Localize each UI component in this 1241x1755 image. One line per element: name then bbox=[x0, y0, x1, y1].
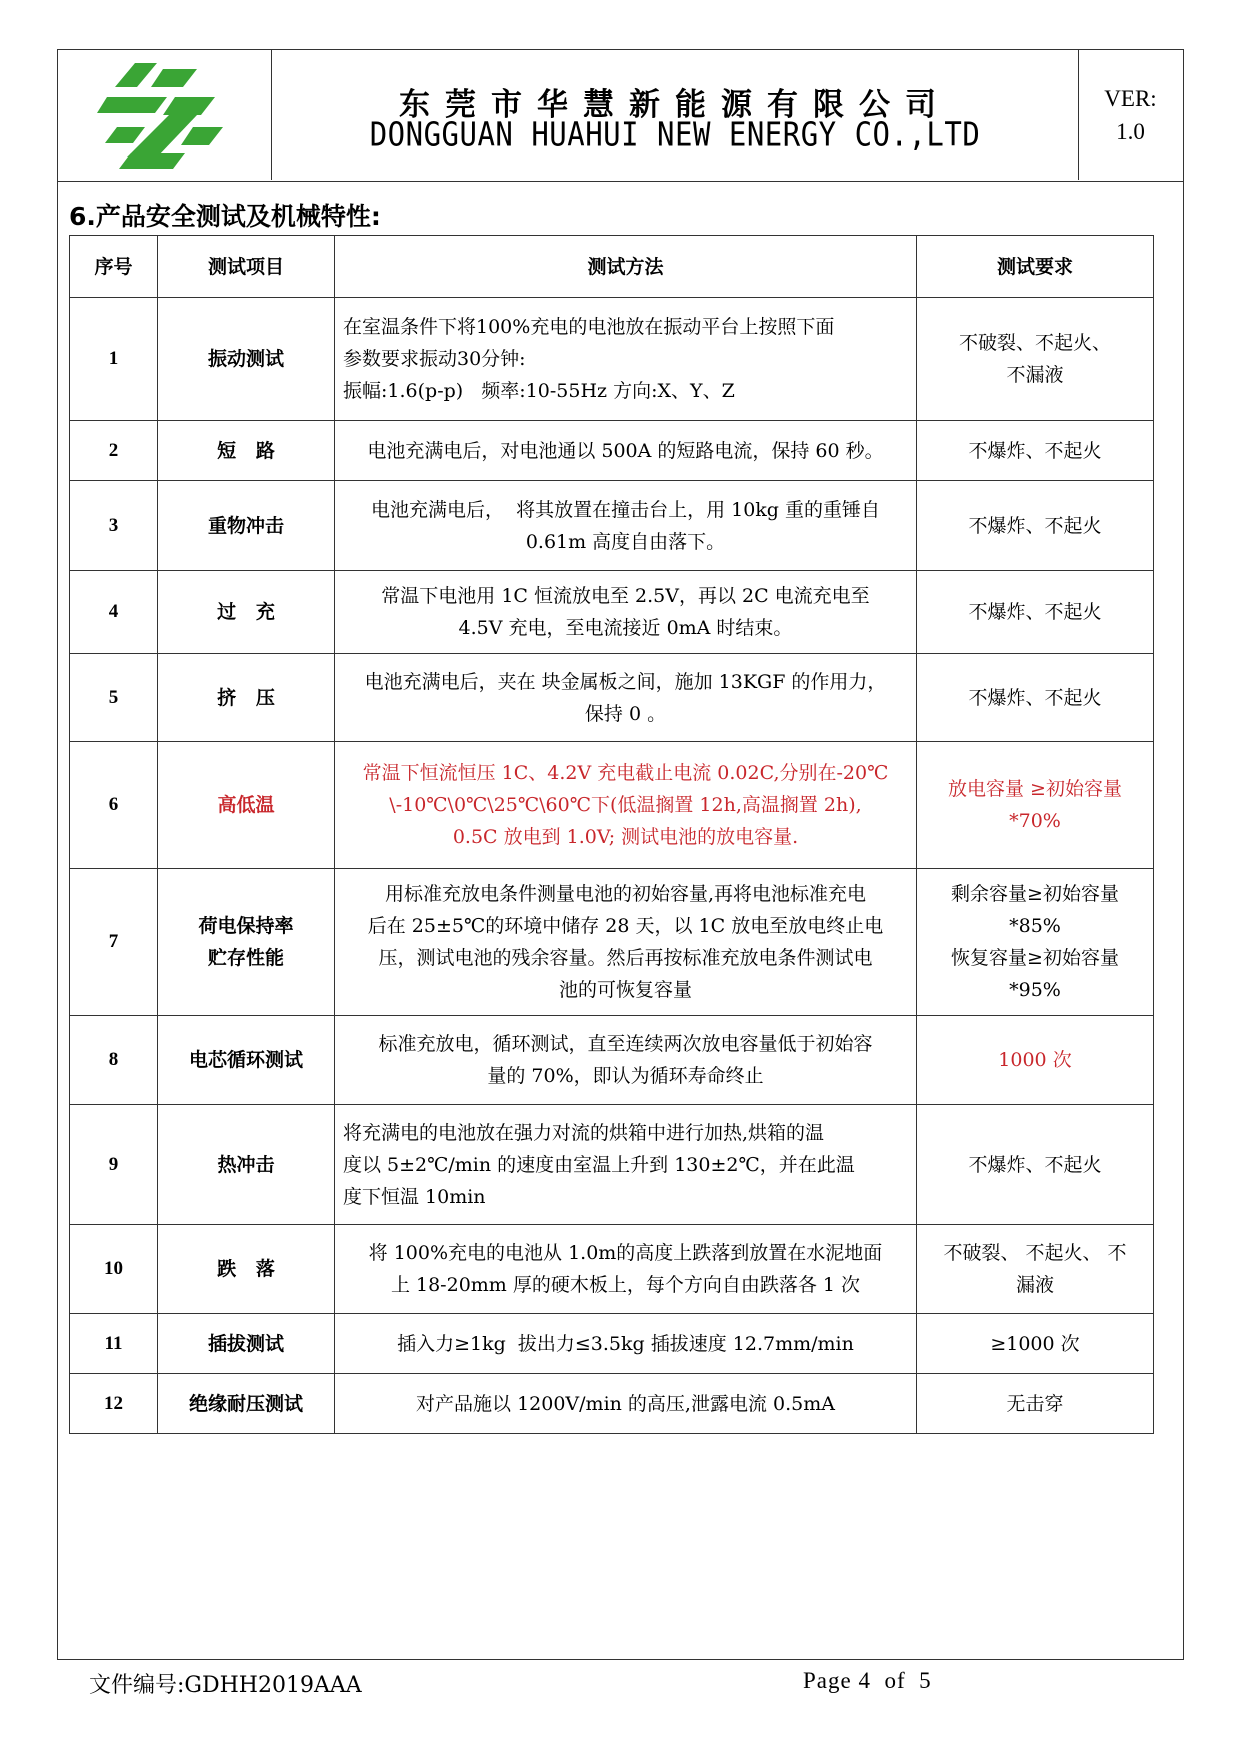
req-line: 不爆炸、不起火 bbox=[968, 1153, 1102, 1176]
row-requirement bbox=[917, 1314, 1154, 1374]
item-line: 插拔测试 bbox=[207, 1332, 284, 1355]
row-item bbox=[158, 654, 335, 742]
row-method bbox=[335, 1016, 917, 1105]
item-line: 跌 落 bbox=[217, 1258, 275, 1280]
row-no: 2 bbox=[70, 421, 158, 481]
req-line: *85% bbox=[1009, 915, 1061, 937]
row-item bbox=[158, 1374, 335, 1434]
table-header-row bbox=[70, 236, 1154, 298]
safety-test-table bbox=[69, 235, 1154, 1434]
row-method bbox=[335, 571, 917, 654]
header-item: 测试项目 bbox=[158, 236, 335, 298]
table-row bbox=[70, 869, 1154, 1016]
row-requirement bbox=[917, 742, 1154, 869]
method-line: 0.5C 放电到 1.0V; 测试电池的放电容量. bbox=[452, 826, 799, 848]
version-cell bbox=[1078, 49, 1182, 180]
method-line: 对产品施以 1200V/min 的高压,泄露电流 0.5mA bbox=[416, 1392, 835, 1415]
req-line: 漏液 bbox=[1015, 1274, 1054, 1296]
table-row bbox=[70, 481, 1154, 571]
row-requirement bbox=[917, 1374, 1154, 1434]
item-line: 振动测试 bbox=[207, 348, 284, 370]
item-line: 短 路 bbox=[217, 439, 275, 462]
table-row bbox=[70, 421, 1154, 481]
item-line: 绝缘耐压测试 bbox=[188, 1392, 303, 1415]
row-no: 11 bbox=[70, 1314, 158, 1374]
method-line: 量的 70%，即认为循环寿命终止 bbox=[487, 1065, 764, 1087]
row-method bbox=[335, 421, 917, 481]
method-line: 4.5V 充电，至电流接近 0mA 时结束。 bbox=[458, 617, 793, 639]
table-row bbox=[70, 742, 1154, 869]
document-header bbox=[57, 49, 1184, 182]
company-name-cn: 东莞市华慧新能源有限公司 bbox=[399, 87, 951, 123]
req-line: 不漏液 bbox=[1006, 364, 1064, 386]
row-requirement bbox=[917, 654, 1154, 742]
item-line: 挤 压 bbox=[217, 686, 275, 709]
row-no: 8 bbox=[70, 1016, 158, 1105]
method-line: \-10℃\0℃\25℃\60℃下(低温搁置 12h,高温搁置 2h), bbox=[389, 794, 862, 816]
page-number: Page 4 of 5 bbox=[803, 1668, 932, 1693]
row-no: 3 bbox=[70, 481, 158, 571]
row-item bbox=[158, 481, 335, 571]
row-item bbox=[158, 421, 335, 481]
table-row bbox=[70, 571, 1154, 654]
method-line: 度以 5±2℃/min 的速度由室温上升到 130±2℃，并在此温 bbox=[343, 1153, 855, 1176]
method-line: 插入力≥1kg 拔出力≤3.5kg 插拔速度 12.7mm/min bbox=[397, 1332, 854, 1355]
item-line: 重物冲击 bbox=[207, 514, 284, 537]
row-requirement bbox=[917, 571, 1154, 654]
table-row bbox=[70, 1314, 1154, 1374]
row-requirement bbox=[917, 481, 1154, 571]
table-row bbox=[70, 1374, 1154, 1434]
row-no: 9 bbox=[70, 1105, 158, 1225]
row-item bbox=[158, 1016, 335, 1105]
document-number: 文件编号:GDHH2019AAA bbox=[89, 1673, 362, 1698]
company-name-cell bbox=[272, 49, 1078, 180]
row-no: 1 bbox=[70, 298, 158, 421]
req-line: *95% bbox=[1009, 979, 1061, 1001]
table-row bbox=[70, 1225, 1154, 1314]
row-no: 6 bbox=[70, 742, 158, 869]
method-line: 电池充满电后， 将其放置在撞击台上，用 10kg 重的重锤自 bbox=[370, 498, 880, 521]
row-method bbox=[335, 1374, 917, 1434]
req-line: 不破裂、 不起火、 不 bbox=[943, 1242, 1127, 1264]
req-line: 1000 次 bbox=[998, 1049, 1072, 1071]
row-requirement bbox=[917, 421, 1154, 481]
method-line: 压，测试电池的残余容量。然后再按标准充放电条件测试电 bbox=[378, 947, 873, 969]
req-line: ≥1000 次 bbox=[990, 1332, 1080, 1355]
row-method bbox=[335, 869, 917, 1016]
method-line: 保持 0 。 bbox=[584, 702, 667, 725]
row-requirement bbox=[917, 298, 1154, 421]
method-line: 后在 25±5℃的环境中储存 28 天，以 1C 放电至放电终止电 bbox=[367, 915, 884, 937]
req-line: 不爆炸、不起火 bbox=[968, 601, 1102, 623]
section-title: 6.产品安全测试及机械特性: bbox=[69, 202, 381, 231]
req-line: 恢复容量≥初始容量 bbox=[951, 947, 1119, 969]
req-line: 不爆炸、不起火 bbox=[968, 439, 1102, 462]
row-requirement bbox=[917, 869, 1154, 1016]
row-no: 12 bbox=[70, 1374, 158, 1434]
method-line: 标准充放电，循环测试，直至连续两次放电容量低于初始容 bbox=[378, 1033, 873, 1055]
method-line: 0.61m 高度自由落下。 bbox=[525, 530, 726, 553]
row-method bbox=[335, 298, 917, 421]
item-line: 电芯循环测试 bbox=[188, 1049, 303, 1071]
header-method: 测试方法 bbox=[335, 236, 917, 298]
company-logo bbox=[97, 57, 227, 172]
row-method bbox=[335, 1105, 917, 1225]
method-line: 将 100%充电的电池从 1.0m的高度上跌落到放置在水泥地面 bbox=[368, 1242, 883, 1264]
row-item bbox=[158, 298, 335, 421]
req-line: 不破裂、不起火、 bbox=[958, 332, 1111, 354]
method-line: 用标准充放电条件测量电池的初始容量,再将电池标准充电 bbox=[384, 883, 867, 905]
item-line: 高低温 bbox=[217, 794, 275, 816]
row-method bbox=[335, 1314, 917, 1374]
req-line: 剩余容量≥初始容量 bbox=[951, 883, 1119, 905]
row-method bbox=[335, 654, 917, 742]
row-no: 7 bbox=[70, 869, 158, 1016]
method-line: 常温下电池用 1C 恒流放电至 2.5V，再以 2C 电流充电至 bbox=[381, 585, 870, 607]
method-line: 振幅:1.6(p-p) 频率:10-55Hz 方向:X、Y、Z bbox=[343, 380, 735, 402]
table-row bbox=[70, 1105, 1154, 1225]
item-line: 贮存性能 bbox=[207, 947, 284, 969]
req-line: 放电容量 ≥初始容量 bbox=[948, 778, 1122, 800]
item-line: 过 充 bbox=[217, 601, 275, 623]
req-line: 不爆炸、不起火 bbox=[968, 514, 1102, 537]
method-line: 度下恒温 10min bbox=[343, 1185, 486, 1208]
item-line: 热冲击 bbox=[217, 1153, 275, 1176]
row-item bbox=[158, 571, 335, 654]
version-value: 1.0 bbox=[1116, 119, 1145, 144]
header-no: 序号 bbox=[70, 236, 158, 298]
row-item bbox=[158, 1314, 335, 1374]
row-item bbox=[158, 1225, 335, 1314]
row-requirement bbox=[917, 1105, 1154, 1225]
method-line: 电池充满电后，对电池通以 500A 的短路电流，保持 60 秒。 bbox=[367, 439, 884, 462]
req-line: 不爆炸、不起火 bbox=[968, 686, 1102, 709]
row-item bbox=[158, 869, 335, 1016]
method-line: 参数要求振动30分钟: bbox=[343, 348, 526, 370]
logo-cell bbox=[57, 49, 272, 180]
version-label: VER: bbox=[1104, 86, 1157, 111]
row-requirement bbox=[917, 1016, 1154, 1105]
row-no: 10 bbox=[70, 1225, 158, 1314]
row-method bbox=[335, 1225, 917, 1314]
row-item bbox=[158, 742, 335, 869]
header-requirement: 测试要求 bbox=[917, 236, 1154, 298]
method-line: 电池充满电后，夹在 块金属板之间，施加 13KGF 的作用力， bbox=[364, 670, 887, 693]
method-line: 将充满电的电池放在强力对流的烘箱中进行加热,烘箱的温 bbox=[343, 1121, 825, 1144]
company-name-en: DONGGUAN HUAHUI NEW ENERGY CO.,LTD bbox=[369, 114, 981, 154]
item-line: 荷电保持率 bbox=[198, 915, 294, 937]
method-line: 在室温条件下将100%充电的电池放在振动平台上按照下面 bbox=[343, 316, 835, 338]
row-method bbox=[335, 481, 917, 571]
table-row bbox=[70, 1016, 1154, 1105]
table-row bbox=[70, 654, 1154, 742]
table-row bbox=[70, 298, 1154, 421]
method-line: 常温下恒流恒压 1C、4.2V 充电截止电流 0.02C,分别在-20℃ bbox=[362, 762, 889, 784]
row-no: 4 bbox=[70, 571, 158, 654]
row-requirement bbox=[917, 1225, 1154, 1314]
method-line: 上 18-20mm 厚的硬木板上，每个方向自由跌落各 1 次 bbox=[390, 1274, 861, 1296]
row-no: 5 bbox=[70, 654, 158, 742]
row-method bbox=[335, 742, 917, 869]
method-line: 池的可恢复容量 bbox=[558, 979, 692, 1001]
req-line: 无击穿 bbox=[1006, 1392, 1064, 1415]
req-line: *70% bbox=[1009, 810, 1061, 832]
row-item bbox=[158, 1105, 335, 1225]
